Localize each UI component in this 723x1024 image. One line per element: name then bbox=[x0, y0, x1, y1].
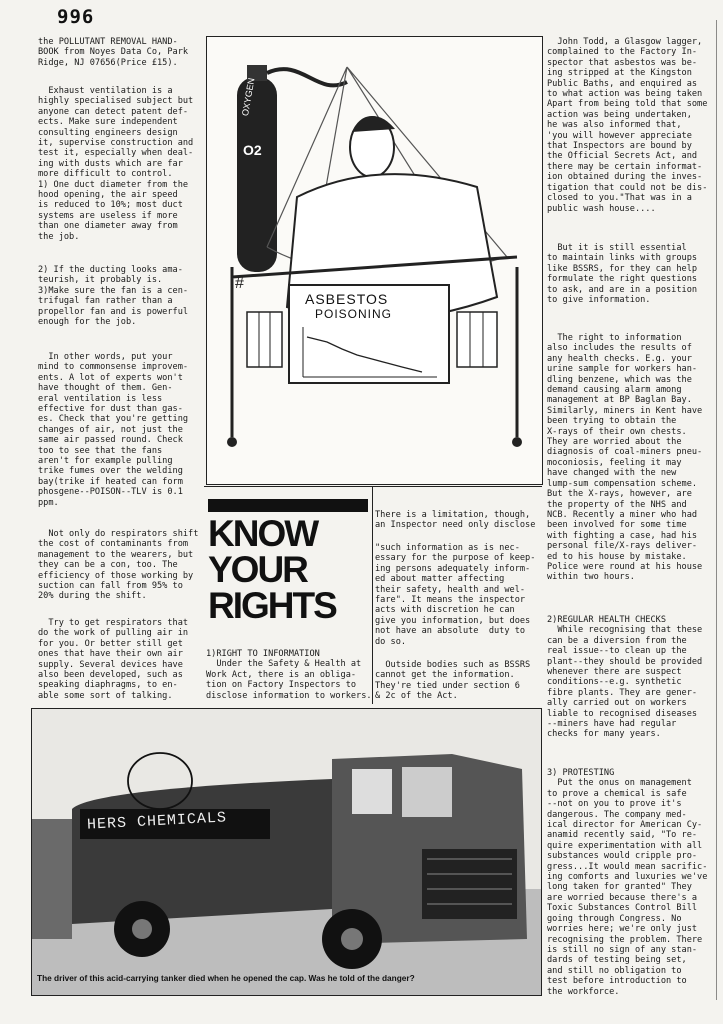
col1-paragraph-2: Exhaust ventilation is a highly specialised subject but anyone can detect patent def- ects. Make sure independent consulting engineers design it, supervise construction and test it, especially when deal- ing with dusts which are far more difficult to control. 1) One duct diameter from the hood opening, the air speed is reduced to 10%; most duct systems are useless if more than one diameter away from the job. bbox=[38, 86, 194, 242]
kyr-line-1: KNOW bbox=[208, 513, 318, 554]
right-to-information: 1)RIGHT TO INFORMATION Under the Safety & Health at Work Act, there is an obliga- tion on Factory Inspectors to disclose information to workers. bbox=[206, 649, 372, 701]
col1-paragraph-5: Not only do respirators shift the cost of contaminants from management to the wearers, but they can be a con, too. The efficiency of those working by suction can fall from 95% to 20% during the shift. bbox=[38, 529, 199, 602]
sign-line-2: POISONING bbox=[315, 307, 393, 321]
hash-mark: # bbox=[235, 275, 244, 292]
truck-sign: HERS CHEMICALS bbox=[86, 809, 228, 834]
col1-paragraph-1: the POLLUTANT REMOVAL HAND- BOOK from Noyes Data Co, Park Ridge, NJ 07656(Price £15). bbox=[38, 37, 189, 68]
oxygen-label: OXYGEN bbox=[240, 77, 257, 117]
o2-label: O2 bbox=[243, 142, 262, 158]
page-number: 996 bbox=[57, 6, 95, 28]
col4-paragraph-2: But it is still essential to maintain links with groups like BSSRS, for they can help formulate the right questions to ask, and are in a position to give information. bbox=[547, 243, 698, 306]
tanker-drawing bbox=[32, 709, 541, 995]
page-edge bbox=[716, 20, 717, 1000]
kyr-line-2: YOUR bbox=[208, 549, 307, 590]
tanker-photo bbox=[31, 708, 542, 996]
col3-paragraph-1: There is a limitation, though, an Inspector need only disclose bbox=[375, 510, 536, 531]
regular-health-checks: 2)REGULAR HEALTH CHECKS While recognising that these can be a diversion from the real issue--to clean up the plant--they should be provided whenever there are suspect conditions--e.g. synthetic fibre plants. They are gener- ally carried out on workers liable to recognised diseases --miners have had regular checks for many years. bbox=[547, 615, 703, 740]
col3-paragraph-2: "such information as is nec- essary for the purpose of keep- ing persons adequately inform- ed about matter affecting their safety, health and wel- fare". It means the inspector acts with discretion he can give you information, but does not have an absolute duty to do so. bbox=[375, 543, 536, 647]
column-divider bbox=[372, 486, 373, 704]
col4-paragraph-3: The right to information also includes the results of any health checks. E.g. your urine sample for workers han- dling benzene, which was the demand causing alarm among management at BP Baglan Bay. Similarly, miners in Kent have been trying to obtain the X-rays of their own chests. They are worried about the diagnosis of coal-miners pneu- moconiosis, feeling it may have changed with the new lump-sum compensation scheme. But the X-rays, however, are the property of the NHS and NCB. Recently a miner who had been involved for some time with fighting a case, had his personal file/X-rays deliver- ed to his house by mistake. Police were round at his house within two hours. bbox=[547, 333, 703, 583]
col1-paragraph-6: Try to get respirators that do the work of pulling air in for you. Or better still get ones that have their own air supply. Several devices have also been developed, such as speaking diaphragms, to en- able some sort of talking. bbox=[38, 618, 189, 701]
kyr-line-3: RIGHTS bbox=[208, 585, 336, 626]
col3-paragraph-3: Outside bodies such as BSSRS cannot get the information. They're tied under section 6 & 2c of the Act. bbox=[375, 660, 531, 702]
kyr-top-rule bbox=[204, 486, 542, 487]
photo-caption: The driver of this acid-carrying tanker died when he opened the cap. Was he told of the danger? bbox=[37, 973, 415, 983]
asbestos-cartoon bbox=[206, 36, 543, 485]
col4-paragraph-1: John Todd, a Glasgow lagger, complained to the Factory In- spector that asbestos was be- ing stripped at the Kingston Public Baths, and enquired as to what action was being taken Apart from being told that some action was being undertaken, he was also informed that, 'you will however appreciate that Inspectors are bound by the Official Secrets Act, and there may be certain informat- ion obtained during the inves- tigation that could not be dis- closed to you."That was in a public wash house.... bbox=[547, 37, 708, 214]
cartoon-drawing bbox=[207, 37, 542, 484]
kyr-black-bar bbox=[208, 499, 368, 512]
col1-paragraph-4: In other words, put your mind to commonsense improvem- ents. A lot of experts won't have thought of them. Gen- eral ventilation is less effective for dust than gas- es. Check that you're getting changes of air, not just the same air passed round. Check too to see that the fans aren't for example pulling trike fumes over the welding bay(trike if heated can form phosgene--POISON--TLV is 0.1 ppm. bbox=[38, 352, 189, 508]
protesting: 3) PROTESTING Put the onus on management to prove a chemical is safe --not on you to prove it's dangerous. The company med- ical director for American Cy- anamid recently said, "To re- quire experimentation with all substances would cripple pro- gress...It would mean sacrific- ing comforts and luxuries we've long taken for granted" They are worried because there's a Toxic Substances Control Bill going through Congress. No worries here; we're only just recognising the problem. There is still no sign of any stan- dards of testing being set, and still no obligation to test before introduction to the workforce. bbox=[547, 768, 708, 997]
sign-line-1: ASBESTOS bbox=[305, 291, 389, 307]
col1-paragraph-3: 2) If the ducting looks ama- teurish, it probably is. 3)Make sure the fan is a cen- trifugal fan rather than a propellor fan and is powerful enough for the job. bbox=[38, 265, 189, 328]
tanker-body-icon bbox=[72, 779, 332, 924]
